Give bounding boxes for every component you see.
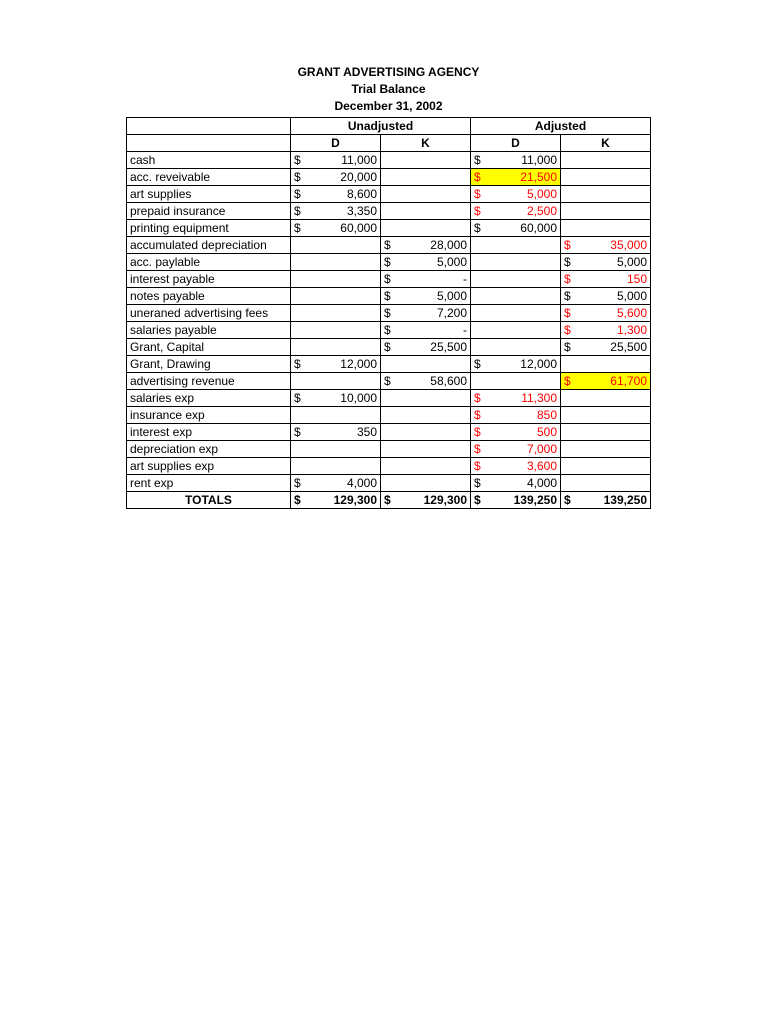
account-name: printing equipment — [127, 220, 291, 237]
currency-sign: $ — [561, 237, 575, 254]
adjusted-credit-header: K — [561, 135, 651, 152]
adjusted-credit-amount — [575, 390, 651, 407]
table-row — [127, 424, 651, 441]
unadjusted-debit-amount: 8,600 — [305, 186, 381, 203]
currency-sign: $ — [561, 322, 575, 339]
account-name: interest payable — [127, 271, 291, 288]
currency-sign — [381, 390, 395, 407]
currency-sign — [561, 169, 575, 186]
adjusted-credit-amount — [575, 186, 651, 203]
adjusted-debit-amount: 2,500 — [485, 203, 561, 220]
currency-sign: $ — [291, 220, 305, 237]
table-row — [127, 458, 651, 475]
table-row — [127, 186, 651, 203]
unadjusted-credit-amount — [395, 458, 471, 475]
unadjusted-credit-amount — [395, 441, 471, 458]
currency-sign — [291, 254, 305, 271]
account-name: salaries exp — [127, 390, 291, 407]
totals-row — [127, 492, 651, 509]
currency-sign — [381, 407, 395, 424]
currency-sign: $ — [471, 356, 485, 373]
adjusted-debit-amount: 850 — [485, 407, 561, 424]
corner-cell — [127, 135, 291, 152]
currency-sign: $ — [291, 390, 305, 407]
unadjusted-debit-amount: 3,350 — [305, 203, 381, 220]
currency-sign — [381, 441, 395, 458]
unadjusted-debit-amount: 350 — [305, 424, 381, 441]
adjusted-debit-amount: 4,000 — [485, 475, 561, 492]
adjusted-debit-amount: 12,000 — [485, 356, 561, 373]
currency-sign — [381, 186, 395, 203]
adjusted-debit-amount — [485, 322, 561, 339]
table-row — [127, 203, 651, 220]
currency-sign — [561, 475, 575, 492]
unadjusted-debit-amount — [305, 237, 381, 254]
unadjusted-debit-amount — [305, 441, 381, 458]
table-row — [127, 373, 651, 390]
adjusted-credit-amount — [575, 356, 651, 373]
currency-sign: $ — [561, 492, 575, 509]
currency-sign — [291, 339, 305, 356]
currency-sign — [561, 186, 575, 203]
currency-sign — [381, 152, 395, 169]
currency-sign: $ — [381, 271, 395, 288]
unadjusted-credit-amount — [395, 186, 471, 203]
currency-sign: $ — [561, 373, 575, 390]
currency-sign — [561, 356, 575, 373]
currency-sign — [561, 390, 575, 407]
trial-balance-table — [126, 117, 651, 509]
account-name: art supplies exp — [127, 458, 291, 475]
adjusted-credit-amount — [575, 152, 651, 169]
currency-sign: $ — [561, 288, 575, 305]
adjusted-credit-amount: 61,700 — [575, 373, 651, 390]
adjusted-debit-amount: 60,000 — [485, 220, 561, 237]
adjusted-credit-amount: 150 — [575, 271, 651, 288]
unadjusted-credit-amount — [395, 475, 471, 492]
currency-sign: $ — [291, 152, 305, 169]
currency-sign — [381, 356, 395, 373]
unadjusted-credit-amount: 25,500 — [395, 339, 471, 356]
currency-sign: $ — [381, 254, 395, 271]
unadjusted-debit-amount — [305, 271, 381, 288]
table-row — [127, 441, 651, 458]
currency-sign: $ — [471, 203, 485, 220]
currency-sign — [381, 203, 395, 220]
account-name: Grant, Capital — [127, 339, 291, 356]
adjusted-credit-amount — [575, 169, 651, 186]
unadjusted-credit-amount — [395, 424, 471, 441]
account-name: Grant, Drawing — [127, 356, 291, 373]
adjusted-credit-amount — [575, 220, 651, 237]
table-row — [127, 288, 651, 305]
unadjusted-debit-amount — [305, 322, 381, 339]
total-unadjusted-debit: 129,300 — [305, 492, 381, 509]
currency-sign: $ — [471, 441, 485, 458]
unadjusted-header: Unadjusted — [291, 118, 471, 135]
adjusted-debit-amount — [485, 373, 561, 390]
table-row — [127, 271, 651, 288]
table-row — [127, 152, 651, 169]
currency-sign — [291, 458, 305, 475]
account-name: rent exp — [127, 475, 291, 492]
table-row — [127, 220, 651, 237]
unadjusted-debit-amount: 20,000 — [305, 169, 381, 186]
currency-sign: $ — [561, 339, 575, 356]
table-row — [127, 237, 651, 254]
unadjusted-debit-amount — [305, 458, 381, 475]
adjusted-credit-amount: 5,000 — [575, 288, 651, 305]
account-name: acc. paylable — [127, 254, 291, 271]
account-name: interest exp — [127, 424, 291, 441]
unadjusted-credit-amount — [395, 152, 471, 169]
adjusted-debit-amount: 7,000 — [485, 441, 561, 458]
unadjusted-debit-header: D — [291, 135, 381, 152]
totals-label: TOTALS — [127, 492, 291, 509]
dk-header-row — [127, 135, 651, 152]
currency-sign — [561, 203, 575, 220]
currency-sign — [561, 424, 575, 441]
account-name: prepaid insurance — [127, 203, 291, 220]
adjusted-debit-amount — [485, 254, 561, 271]
unadjusted-credit-amount: 5,000 — [395, 254, 471, 271]
currency-sign: $ — [381, 339, 395, 356]
currency-sign — [291, 271, 305, 288]
corner-cell — [127, 118, 291, 135]
account-name: uneraned advertising fees — [127, 305, 291, 322]
currency-sign: $ — [471, 152, 485, 169]
account-name: acc. reveivable — [127, 169, 291, 186]
currency-sign: $ — [291, 424, 305, 441]
unadjusted-debit-amount: 12,000 — [305, 356, 381, 373]
table-row — [127, 407, 651, 424]
account-rows — [127, 152, 651, 492]
currency-sign: $ — [471, 424, 485, 441]
unadjusted-debit-amount: 10,000 — [305, 390, 381, 407]
currency-sign: $ — [561, 271, 575, 288]
currency-sign — [291, 373, 305, 390]
unadjusted-credit-amount: 28,000 — [395, 237, 471, 254]
adjusted-debit-amount: 3,600 — [485, 458, 561, 475]
currency-sign: $ — [471, 475, 485, 492]
company-name: GRANT ADVERTISING AGENCY — [297, 65, 480, 79]
currency-sign: $ — [291, 492, 305, 509]
adjusted-credit-amount: 5,000 — [575, 254, 651, 271]
currency-sign — [471, 288, 485, 305]
currency-sign: $ — [561, 254, 575, 271]
unadjusted-debit-amount: 11,000 — [305, 152, 381, 169]
currency-sign — [381, 220, 395, 237]
currency-sign — [561, 407, 575, 424]
currency-sign — [561, 220, 575, 237]
adjusted-debit-amount — [485, 305, 561, 322]
adjusted-credit-amount — [575, 203, 651, 220]
currency-sign — [471, 339, 485, 356]
currency-sign — [561, 152, 575, 169]
unadjusted-credit-amount — [395, 203, 471, 220]
adjusted-debit-amount — [485, 339, 561, 356]
unadjusted-credit-header: K — [381, 135, 471, 152]
adjusted-credit-amount — [575, 441, 651, 458]
currency-sign — [381, 475, 395, 492]
currency-sign — [561, 441, 575, 458]
currency-sign: $ — [471, 492, 485, 509]
currency-sign: $ — [471, 169, 485, 186]
adjusted-debit-amount: 5,000 — [485, 186, 561, 203]
table-row — [127, 339, 651, 356]
table-row — [127, 254, 651, 271]
table-row — [127, 169, 651, 186]
unadjusted-debit-amount — [305, 339, 381, 356]
adjusted-credit-amount: 5,600 — [575, 305, 651, 322]
currency-sign — [291, 441, 305, 458]
adjusted-debit-amount: 21,500 — [485, 169, 561, 186]
currency-sign — [471, 271, 485, 288]
unadjusted-credit-amount — [395, 390, 471, 407]
unadjusted-credit-amount: 7,200 — [395, 305, 471, 322]
unadjusted-debit-amount — [305, 254, 381, 271]
currency-sign: $ — [471, 220, 485, 237]
table-row — [127, 390, 651, 407]
currency-sign: $ — [471, 407, 485, 424]
group-header-row — [127, 118, 651, 135]
currency-sign — [291, 322, 305, 339]
adjusted-debit-amount — [485, 271, 561, 288]
account-name: notes payable — [127, 288, 291, 305]
currency-sign — [471, 373, 485, 390]
unadjusted-credit-amount: - — [395, 271, 471, 288]
currency-sign — [471, 305, 485, 322]
currency-sign: $ — [471, 390, 485, 407]
account-name: depreciation exp — [127, 441, 291, 458]
currency-sign: $ — [291, 203, 305, 220]
unadjusted-debit-amount: 4,000 — [305, 475, 381, 492]
account-name: art supplies — [127, 186, 291, 203]
unadjusted-credit-amount — [395, 220, 471, 237]
unadjusted-credit-amount: - — [395, 322, 471, 339]
currency-sign: $ — [291, 169, 305, 186]
unadjusted-debit-amount — [305, 305, 381, 322]
total-adjusted-credit: 139,250 — [575, 492, 651, 509]
currency-sign: $ — [381, 492, 395, 509]
currency-sign — [381, 424, 395, 441]
unadjusted-debit-amount — [305, 373, 381, 390]
report-date: December 31, 2002 — [334, 99, 443, 113]
currency-sign: $ — [381, 237, 395, 254]
report-title: Trial Balance — [351, 82, 426, 96]
adjusted-debit-amount — [485, 288, 561, 305]
adjusted-credit-amount: 35,000 — [575, 237, 651, 254]
adjusted-credit-amount: 25,500 — [575, 339, 651, 356]
total-unadjusted-credit: 129,300 — [395, 492, 471, 509]
unadjusted-debit-amount: 60,000 — [305, 220, 381, 237]
account-name: insurance exp — [127, 407, 291, 424]
adjusted-debit-amount: 500 — [485, 424, 561, 441]
unadjusted-credit-amount — [395, 356, 471, 373]
total-adjusted-debit: 139,250 — [485, 492, 561, 509]
unadjusted-credit-amount — [395, 407, 471, 424]
table-row — [127, 305, 651, 322]
adjusted-debit-header: D — [471, 135, 561, 152]
currency-sign — [561, 458, 575, 475]
currency-sign — [291, 407, 305, 424]
currency-sign: $ — [291, 356, 305, 373]
currency-sign — [471, 237, 485, 254]
adjusted-credit-amount: 1,300 — [575, 322, 651, 339]
table-row — [127, 356, 651, 373]
currency-sign — [291, 288, 305, 305]
currency-sign — [291, 237, 305, 254]
currency-sign: $ — [381, 322, 395, 339]
currency-sign — [291, 305, 305, 322]
currency-sign — [381, 169, 395, 186]
currency-sign — [471, 322, 485, 339]
currency-sign: $ — [471, 458, 485, 475]
unadjusted-credit-amount: 58,600 — [395, 373, 471, 390]
adjusted-credit-amount — [575, 458, 651, 475]
adjusted-header: Adjusted — [471, 118, 651, 135]
currency-sign — [471, 254, 485, 271]
adjusted-credit-amount — [575, 407, 651, 424]
account-name: cash — [127, 152, 291, 169]
currency-sign: $ — [381, 288, 395, 305]
table-row — [127, 475, 651, 492]
account-name: accumulated depreciation — [127, 237, 291, 254]
unadjusted-credit-amount: 5,000 — [395, 288, 471, 305]
currency-sign: $ — [561, 305, 575, 322]
adjusted-credit-amount — [575, 475, 651, 492]
adjusted-debit-amount: 11,000 — [485, 152, 561, 169]
unadjusted-debit-amount — [305, 288, 381, 305]
currency-sign — [381, 458, 395, 475]
unadjusted-credit-amount — [395, 169, 471, 186]
account-name: advertising revenue — [127, 373, 291, 390]
currency-sign: $ — [381, 373, 395, 390]
currency-sign: $ — [381, 305, 395, 322]
currency-sign: $ — [291, 475, 305, 492]
report-header — [127, 64, 650, 115]
table-row — [127, 322, 651, 339]
adjusted-credit-amount — [575, 424, 651, 441]
currency-sign: $ — [471, 186, 485, 203]
adjusted-debit-amount: 11,300 — [485, 390, 561, 407]
adjusted-debit-amount — [485, 237, 561, 254]
unadjusted-debit-amount — [305, 407, 381, 424]
account-name: salaries payable — [127, 322, 291, 339]
currency-sign: $ — [291, 186, 305, 203]
